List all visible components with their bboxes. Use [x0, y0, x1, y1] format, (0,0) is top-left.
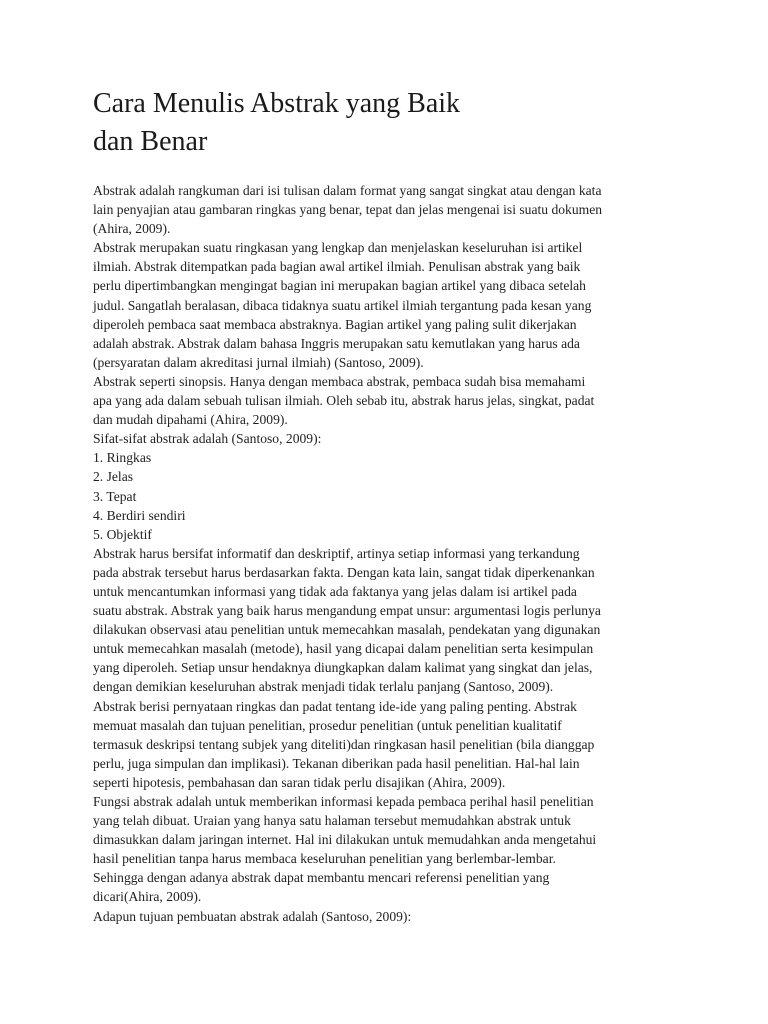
paragraph-line: 3. Tepat	[93, 488, 137, 504]
paragraph-line: yang telah dibuat. Uraian yang hanya satu halaman tersebut memudahkan abstrak untuk	[93, 813, 571, 829]
paragraph-line: adalah abstrak. Abstrak dalam bahasa Inggris merupakan satu kemutlakan yang harus ada	[93, 335, 580, 351]
paragraph-line: Abstrak harus bersifat informatif dan deskriptif, artinya setiap informasi yang terkandung	[93, 545, 580, 561]
document-title	[93, 85, 693, 161]
paragraph-line: dengan demikian keseluruhan abstrak menjadi tidak terlalu panjang (Santoso, 2009).	[93, 679, 554, 695]
document-body	[93, 181, 693, 926]
paragraph-line: Abstrak merupakan suatu ringkasan yang lengkap dan menjelaskan keseluruhan isi artikel	[93, 240, 583, 256]
title-line: Cara Menulis Abstrak yang Baik	[93, 88, 461, 119]
paragraph-line: 2. Jelas	[93, 469, 134, 485]
paragraph-line: suatu abstrak. Abstrak yang baik harus mengandung empat unsur: argumentasi logis perlunya	[93, 603, 601, 619]
paragraph-line: 1. Ringkas	[93, 450, 152, 466]
paragraph-line: Fungsi abstrak adalah untuk memberikan informasi kepada pembaca perihal hasil penelitian	[93, 794, 594, 809]
paragraph-line: yang diperoleh. Setiap unsur hendaknya diungkapkan dalam kalimat yang singkat dan jelas,	[93, 660, 593, 676]
paragraph-line: untuk memecahkan masalah (metode), hasil yang dicapai dalam penelitian serta kesimpulan	[93, 641, 594, 657]
paragraph-line: judul. Sangatlah beralasan, dibaca tidaknya suatu artikel ilmiah tergantung pada kesan yang	[93, 297, 592, 313]
paragraph-line: Sehingga dengan adanya abstrak dapat membantu mencari referensi penelitian yang	[93, 870, 550, 886]
paragraph-line: lain penyajian atau gambaran ringkas yang benar, tepat dan jelas mengenai isi suatu dokumen	[93, 202, 603, 218]
paragraph-line: perlu, juga simpulan dan implikasi). Tekanan diberikan pada hasil penelitian. Hal-hal lain	[93, 755, 580, 771]
paragraph-line: Abstrak seperti sinopsis. Hanya dengan membaca abstrak, pembaca sudah bisa memahami	[93, 373, 586, 389]
paragraph-line: dilakukan observasi atau penelitian untuk memecahkan masalah, pendekatan yang digunakan	[93, 622, 601, 638]
paragraph-line: Sifat-sifat abstrak adalah (Santoso, 2009):	[93, 431, 322, 447]
paragraph-line: untuk mencantumkan informasi yang tidak ada faktanya yang jelas dalam isi artikel pada	[93, 583, 577, 599]
paragraph-line: seperti hipotesis, pembahasan dan saran tidak perlu disajikan (Ahira, 2009).	[93, 774, 506, 790]
paragraph-line: 5. Objektif	[93, 526, 152, 542]
paragraph-line: diperoleh pembaca saat membaca abstraknya. Bagian artikel yang paling sulit dikerjakan	[93, 316, 577, 332]
paragraph-line: dicari(Ahira, 2009).	[93, 889, 202, 905]
paragraph-line: hasil penelitian tanpa harus membaca keseluruhan penelitian yang berlembar-lembar.	[93, 851, 556, 867]
paragraph-line: pada abstrak tersebut harus berdasarkan fakta. Dengan kata lain, sangat tidak diperkenankan	[93, 564, 595, 580]
paragraph-line: Adapun tujuan pembuatan abstrak adalah (Santoso, 2009):	[93, 908, 412, 924]
paragraph-line: (Ahira, 2009).	[93, 221, 171, 237]
paragraph-line: Abstrak adalah rangkuman dari isi tulisan dalam format yang sangat singkat atau dengan kata	[93, 183, 602, 198]
paragraph-line: (persyaratan dalam akreditasi jurnal ilmiah) (Santoso, 2009).	[93, 354, 424, 370]
paragraph-line: apa yang ada dalam sebuah tulisan ilmiah. Oleh sebab itu, abstrak harus jelas, singkat, padat	[93, 393, 595, 409]
paragraph-line: perlu dipertimbangkan mengingat bagian ini merupakan bagian artikel yang dibaca setelah	[93, 278, 586, 294]
paragraph-line: termasuk deskripsi tentang subjek yang diteliti)dan ringkasan hasil penelitian (bila dianggap	[93, 736, 595, 752]
paragraph-line: dimasukkan dalam jaringan internet. Hal ini dilakukan untuk memudahkan anda mengetahui	[93, 832, 597, 848]
paragraph-line: memuat masalah dan tujuan penelitian, prosedur penelitian (untuk penelitian kualitatif	[93, 717, 562, 733]
paragraph-line: dan mudah dipahami (Ahira, 2009).	[93, 412, 288, 428]
paragraph-line: 4. Berdiri sendiri	[93, 507, 186, 523]
paragraph-line: ilmiah. Abstrak ditempatkan pada bagian awal artikel ilmiah. Penulisan abstrak yang baik	[93, 259, 581, 275]
paragraph-line: Abstrak berisi pernyataan ringkas dan padat tentang ide-ide yang paling penting. Abstrak	[93, 698, 577, 714]
title-line: dan Benar	[93, 126, 208, 157]
